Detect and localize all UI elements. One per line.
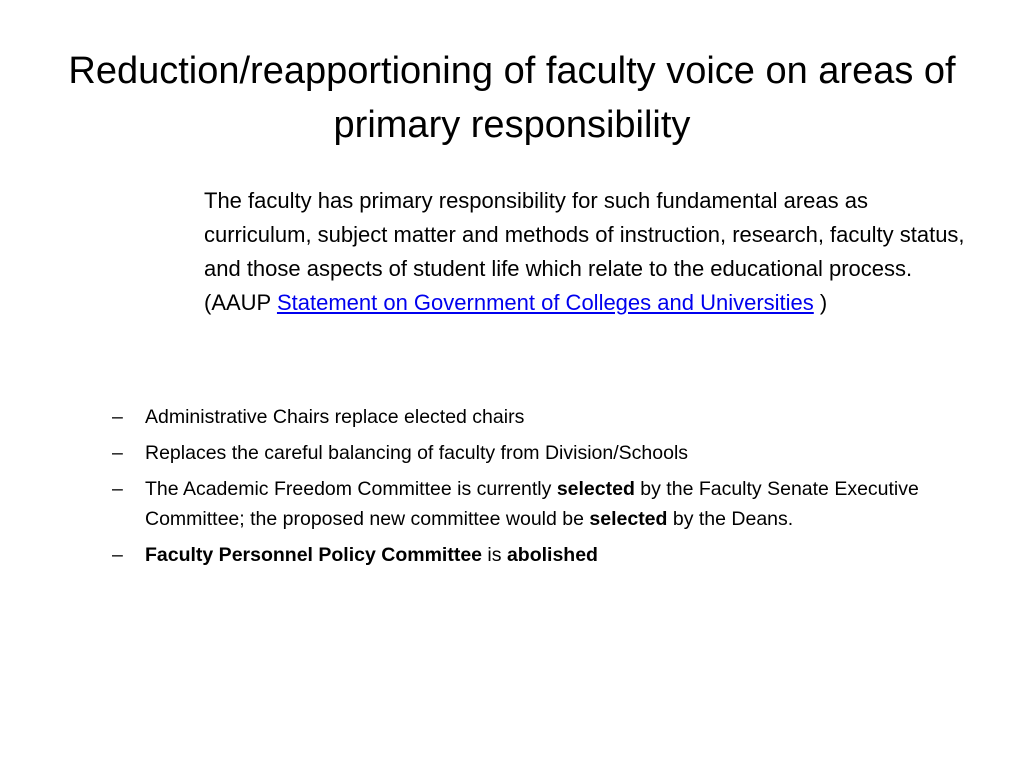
bullet-text: Replaces the careful balancing of faculty from Division/Schools bbox=[145, 442, 689, 464]
bullet-item-careful-balancing bbox=[112, 438, 972, 468]
bullet-item-academic-freedom-committee bbox=[112, 474, 972, 534]
bold-selected: selected bbox=[556, 478, 635, 500]
bullet-item-administrative-chairs bbox=[112, 402, 972, 432]
bullet-text-part: by the Faculty Senate Executive Committee; the proposed new committee would be bbox=[145, 478, 919, 530]
bullet-dash: – bbox=[112, 544, 123, 566]
bullet-dash: – bbox=[112, 478, 123, 500]
bold-committee-name: Faculty Personnel Policy Committee bbox=[145, 544, 483, 566]
bullet-text: Administrative Chairs replace elected chairs bbox=[145, 406, 525, 428]
bullet-item-personnel-policy-committee bbox=[112, 540, 972, 570]
bullet-dash: – bbox=[112, 442, 123, 464]
bullet-text-part: The Academic Freedom Committee is currently bbox=[145, 478, 557, 500]
bold-selected: selected bbox=[589, 508, 668, 530]
slide-title: Reduction/reapportioning of faculty voice on areas of primary responsibility bbox=[68, 50, 956, 146]
bold-abolished: abolished bbox=[506, 544, 598, 566]
bullet-list bbox=[112, 402, 972, 576]
quote-closing: ) bbox=[813, 290, 828, 315]
quote-text: The faculty has primary responsibility for such fundamental areas as curriculum, subject matter and methods of instruction, research, faculty status, and those aspects of student life which relate to the educational process. (AAUP bbox=[204, 188, 965, 315]
bullet-text-part: is bbox=[482, 544, 507, 566]
aaup-quote bbox=[204, 184, 974, 320]
bullet-text-part: by the Deans. bbox=[667, 508, 794, 530]
aaup-statement-link[interactable]: Statement on Government of Colleges and Universities bbox=[276, 290, 814, 315]
bullet-dash: – bbox=[112, 406, 123, 428]
